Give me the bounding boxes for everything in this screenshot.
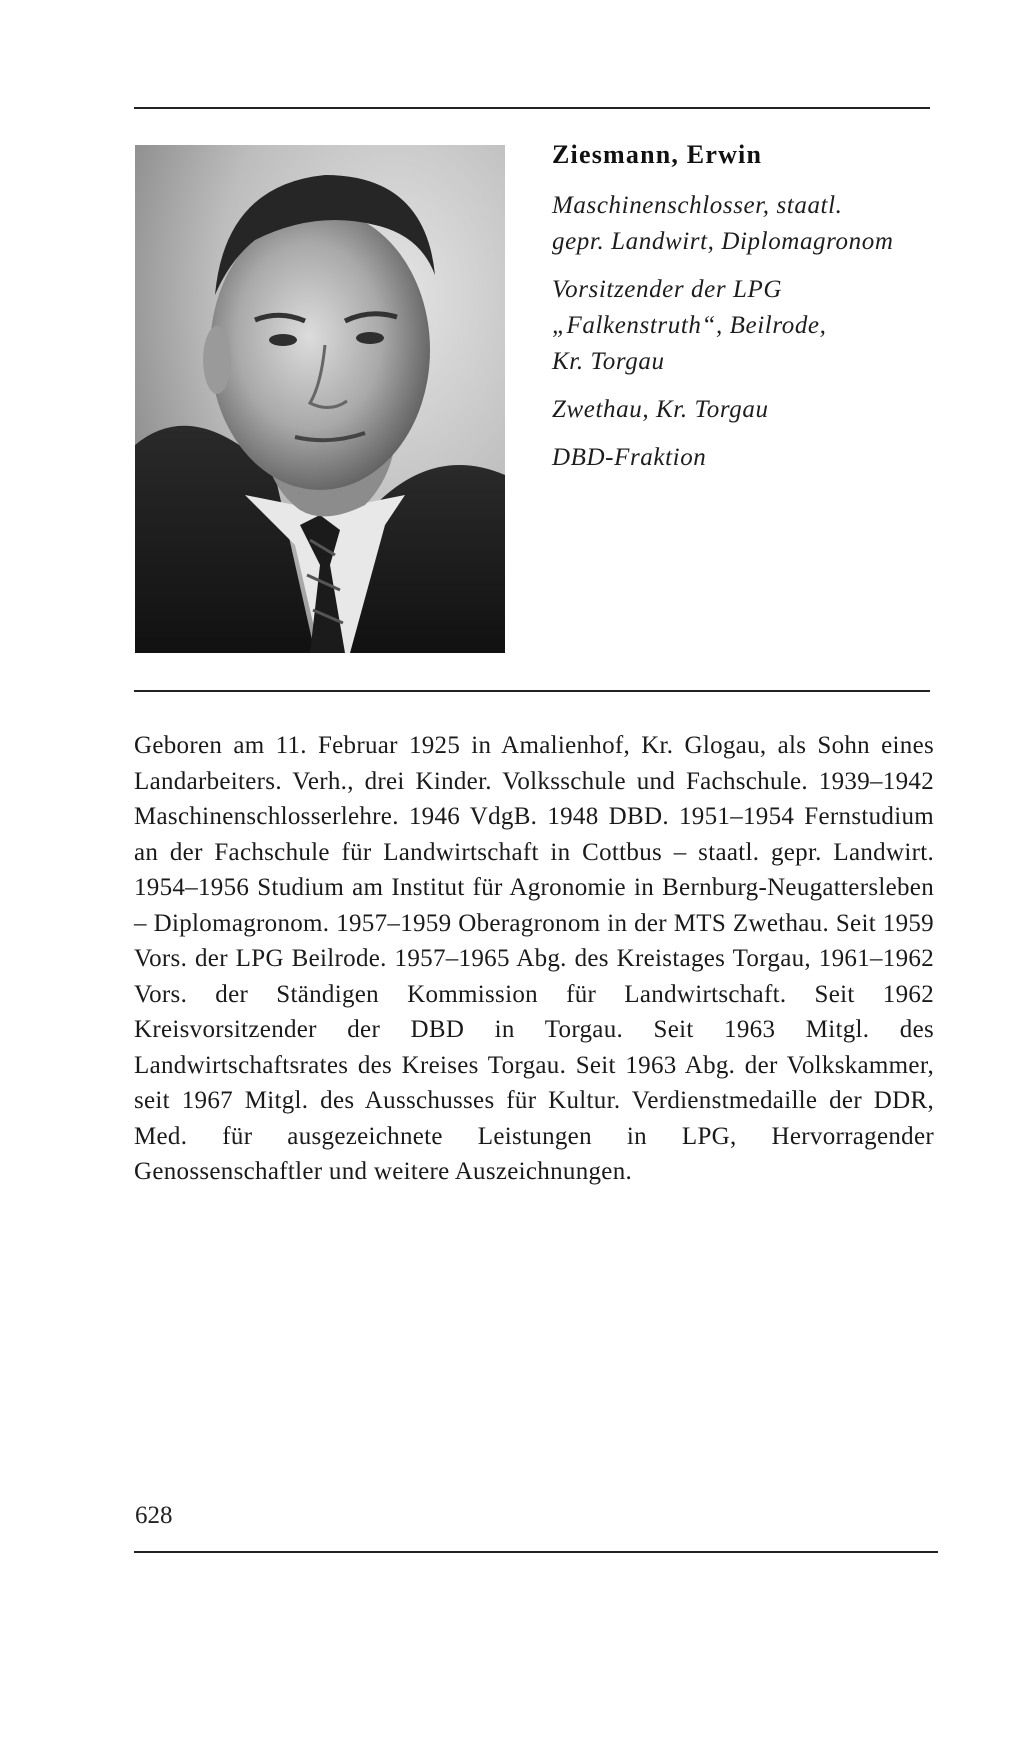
occupation-line: gepr. Landwirt, Diplomagronom: [552, 228, 894, 255]
position-line: Kr. Torgau: [552, 348, 665, 375]
profile-header: [552, 140, 952, 488]
position-line: „Falkenstruth“, Beilrode,: [552, 312, 827, 339]
occupation-line: Maschinenschlosser, staatl.: [552, 192, 843, 219]
person-name: Ziesmann, Erwin: [552, 140, 763, 169]
page-number: 628: [135, 1502, 173, 1529]
faction-line: DBD-Fraktion: [552, 444, 707, 471]
faction: [552, 440, 952, 476]
position: [552, 272, 952, 380]
section-divider: [134, 690, 930, 692]
residence: [552, 392, 952, 428]
footer-divider: [134, 1551, 938, 1553]
top-divider: [134, 107, 930, 109]
biography-text: Geboren am 11. Februar 1925 in Amalienhof, Kr. Glogau, als Sohn eines Landarbeiters. Verh., drei Kinder. Volksschule und Fachschule. 1939–1942 Maschinenschlosserlehre. 1946 VdgB. 1948 DBD. 1951–1954 Fernstudium an der Fachschule für Landwirtschaft in Cottbus – staatl. gepr. Landwirt. 1954–1956 Studium am Institut für Agronomie in Bernburg-Neugattersleben – Diplomagronom. 1957–1959 Oberagronom in der MTS Zwethau. Seit 1959 Vors. der LPG Beilrode. 1957–1965 Abg. des Kreistages Torgau, 1961–1962 Vors. der Ständigen Kommission für Landwirtschaft. Seit 1962 Kreisvorsitzender der DBD in Torgau. Seit 1963 Mitgl. des Landwirtschaftsrates des Kreises Torgau. Seit 1963 Abg. der Volkskammer, seit 1967 Mitgl. des Ausschusses für Kultur. Verdienstmedaille der DDR, Med. für ausgezeichnete Leistungen in LPG, Hervorragender Genossenschaftler und weitere Auszeichnungen.: [134, 732, 934, 1185]
position-line: Vorsitzender der LPG: [552, 276, 783, 303]
residence-line: Zwethau, Kr. Torgau: [552, 396, 769, 423]
portrait-photo: [135, 145, 505, 653]
occupation: [552, 188, 952, 260]
